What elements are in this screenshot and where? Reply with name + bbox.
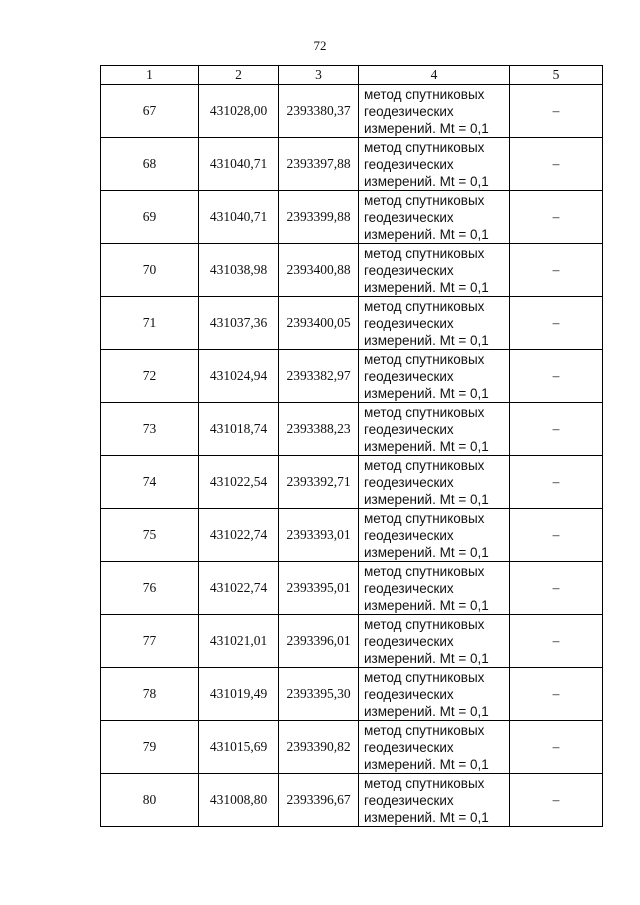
- table-row: [101, 138, 603, 191]
- table-row: [101, 85, 603, 138]
- note-cell: –: [510, 562, 603, 615]
- point-number-cell: 77: [101, 615, 199, 668]
- method-line: метод спутниковых: [364, 298, 485, 314]
- method-cell: [359, 615, 510, 668]
- page-number: 72: [313, 38, 327, 53]
- point-number-cell: 74: [101, 456, 199, 509]
- method-cell: [359, 668, 510, 721]
- method-line: метод спутниковых: [364, 192, 485, 208]
- y-coordinate-cell: 2393382,97: [279, 350, 359, 403]
- table-body: [101, 85, 603, 827]
- method-line: метод спутниковых: [364, 139, 485, 155]
- method-line: геодезических: [364, 792, 454, 808]
- note-cell: –: [510, 615, 603, 668]
- method-line: геодезических: [364, 739, 454, 755]
- column-header-4: 4: [359, 66, 510, 85]
- point-number-cell: 73: [101, 403, 199, 456]
- table-row: [101, 774, 603, 827]
- method-line: метод спутниковых: [364, 86, 485, 102]
- table-row: [101, 244, 603, 297]
- method-line: геодезических: [364, 209, 454, 225]
- point-number-cell: 67: [101, 85, 199, 138]
- note-cell: –: [510, 668, 603, 721]
- x-coordinate-cell: 431038,98: [199, 244, 279, 297]
- note-cell: –: [510, 191, 603, 244]
- y-coordinate-cell: 2393392,71: [279, 456, 359, 509]
- note-cell: –: [510, 244, 603, 297]
- x-coordinate-cell: 431028,00: [199, 85, 279, 138]
- method-cell: [359, 562, 510, 615]
- point-number-cell: 69: [101, 191, 199, 244]
- method-cell: [359, 297, 510, 350]
- method-line: геодезических: [364, 368, 454, 384]
- x-coordinate-cell: 431037,36: [199, 297, 279, 350]
- method-line: измерений. Mt = 0,1: [364, 279, 489, 295]
- method-line: измерений. Mt = 0,1: [364, 544, 489, 560]
- y-coordinate-cell: 2393395,30: [279, 668, 359, 721]
- method-line: метод спутниковых: [364, 722, 485, 738]
- y-coordinate-cell: 2393395,01: [279, 562, 359, 615]
- table-row: [101, 668, 603, 721]
- table-row: [101, 297, 603, 350]
- column-header-3: 3: [279, 66, 359, 85]
- method-cell: [359, 774, 510, 827]
- column-header-2: 2: [199, 66, 279, 85]
- y-coordinate-cell: 2393380,37: [279, 85, 359, 138]
- method-line: измерений. Mt = 0,1: [364, 385, 489, 401]
- method-line: метод спутниковых: [364, 404, 485, 420]
- method-line: измерений. Mt = 0,1: [364, 120, 489, 136]
- note-cell: –: [510, 85, 603, 138]
- method-line: геодезических: [364, 527, 454, 543]
- method-line: геодезических: [364, 633, 454, 649]
- point-number-cell: 72: [101, 350, 199, 403]
- y-coordinate-cell: 2393393,01: [279, 509, 359, 562]
- method-line: геодезических: [364, 103, 454, 119]
- method-line: измерений. Mt = 0,1: [364, 650, 489, 666]
- table-row: [101, 509, 603, 562]
- method-line: метод спутниковых: [364, 457, 485, 473]
- point-number-cell: 75: [101, 509, 199, 562]
- table-row: [101, 350, 603, 403]
- point-number-cell: 79: [101, 721, 199, 774]
- note-cell: –: [510, 721, 603, 774]
- note-cell: –: [510, 403, 603, 456]
- method-cell: [359, 456, 510, 509]
- method-line: геодезических: [364, 262, 454, 278]
- method-line: метод спутниковых: [364, 510, 485, 526]
- x-coordinate-cell: 431008,80: [199, 774, 279, 827]
- method-line: измерений. Mt = 0,1: [364, 332, 489, 348]
- table-row: [101, 615, 603, 668]
- point-number-cell: 70: [101, 244, 199, 297]
- note-cell: –: [510, 297, 603, 350]
- method-cell: [359, 509, 510, 562]
- x-coordinate-cell: 431018,74: [199, 403, 279, 456]
- coordinates-table: [100, 65, 603, 827]
- x-coordinate-cell: 431022,54: [199, 456, 279, 509]
- y-coordinate-cell: 2393397,88: [279, 138, 359, 191]
- method-line: измерений. Mt = 0,1: [364, 703, 489, 719]
- method-cell: [359, 138, 510, 191]
- table-row: [101, 403, 603, 456]
- x-coordinate-cell: 431015,69: [199, 721, 279, 774]
- method-cell: [359, 403, 510, 456]
- y-coordinate-cell: 2393400,05: [279, 297, 359, 350]
- method-line: измерений. Mt = 0,1: [364, 173, 489, 189]
- method-line: метод спутниковых: [364, 775, 485, 791]
- method-line: измерений. Mt = 0,1: [364, 438, 489, 454]
- x-coordinate-cell: 431040,71: [199, 191, 279, 244]
- method-line: метод спутниковых: [364, 616, 485, 632]
- method-line: геодезических: [364, 580, 454, 596]
- y-coordinate-cell: 2393399,88: [279, 191, 359, 244]
- method-line: геодезических: [364, 421, 454, 437]
- y-coordinate-cell: 2393388,23: [279, 403, 359, 456]
- method-line: измерений. Mt = 0,1: [364, 226, 489, 242]
- point-number-cell: 68: [101, 138, 199, 191]
- method-line: геодезических: [364, 156, 454, 172]
- table-row: [101, 562, 603, 615]
- method-line: метод спутниковых: [364, 563, 485, 579]
- method-cell: [359, 350, 510, 403]
- note-cell: –: [510, 509, 603, 562]
- method-line: геодезических: [364, 686, 454, 702]
- note-cell: –: [510, 774, 603, 827]
- note-cell: –: [510, 350, 603, 403]
- method-line: геодезических: [364, 315, 454, 331]
- header-row: [101, 66, 603, 85]
- method-line: измерений. Mt = 0,1: [364, 756, 489, 772]
- y-coordinate-cell: 2393396,67: [279, 774, 359, 827]
- method-line: метод спутниковых: [364, 351, 485, 367]
- table-row: [101, 456, 603, 509]
- method-line: измерений. Mt = 0,1: [364, 491, 489, 507]
- x-coordinate-cell: 431022,74: [199, 562, 279, 615]
- method-line: метод спутниковых: [364, 669, 485, 685]
- method-cell: [359, 191, 510, 244]
- x-coordinate-cell: 431040,71: [199, 138, 279, 191]
- y-coordinate-cell: 2393396,01: [279, 615, 359, 668]
- method-cell: [359, 244, 510, 297]
- method-cell: [359, 721, 510, 774]
- method-cell: [359, 85, 510, 138]
- x-coordinate-cell: 431024,94: [199, 350, 279, 403]
- x-coordinate-cell: 431019,49: [199, 668, 279, 721]
- y-coordinate-cell: 2393390,82: [279, 721, 359, 774]
- method-line: измерений. Mt = 0,1: [364, 597, 489, 613]
- x-coordinate-cell: 431022,74: [199, 509, 279, 562]
- x-coordinate-cell: 431021,01: [199, 615, 279, 668]
- y-coordinate-cell: 2393400,88: [279, 244, 359, 297]
- point-number-cell: 76: [101, 562, 199, 615]
- note-cell: –: [510, 138, 603, 191]
- note-cell: –: [510, 456, 603, 509]
- point-number-cell: 71: [101, 297, 199, 350]
- table-row: [101, 191, 603, 244]
- method-line: измерений. Mt = 0,1: [364, 809, 489, 825]
- method-line: геодезических: [364, 474, 454, 490]
- column-header-5: 5: [510, 66, 603, 85]
- point-number-cell: 80: [101, 774, 199, 827]
- table-row: [101, 721, 603, 774]
- column-header-1: 1: [101, 66, 199, 85]
- method-line: метод спутниковых: [364, 245, 485, 261]
- point-number-cell: 78: [101, 668, 199, 721]
